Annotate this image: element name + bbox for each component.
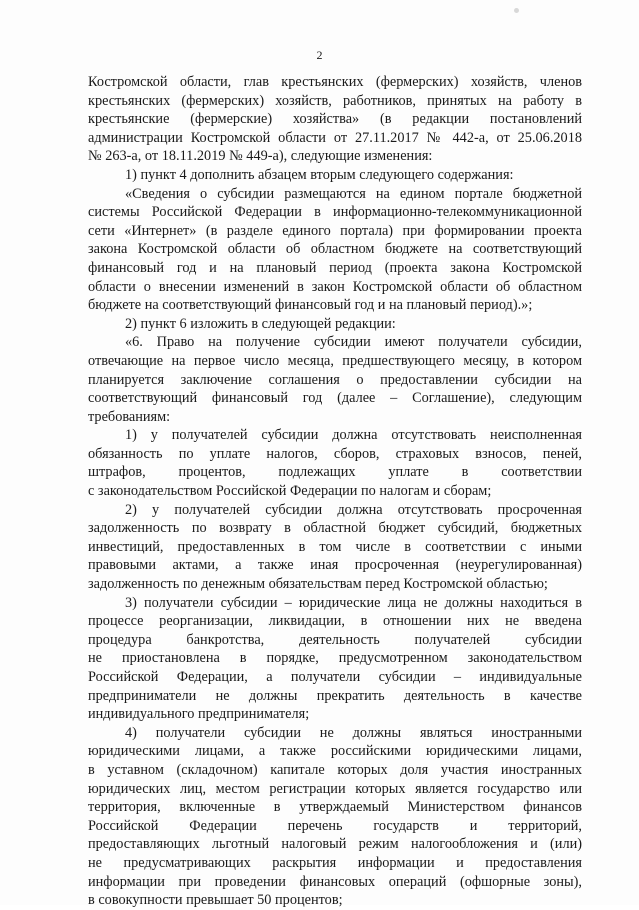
text-line: в совокупности превышает 50 процентов; xyxy=(88,892,343,909)
document-body xyxy=(88,73,582,910)
text-line: Костромской области, глав крестьянских (фермерских) хозяйств, членов xyxy=(88,74,582,90)
text-line: Российской Федерации, а получатели субсидии – индивидуальные xyxy=(88,669,582,685)
text-line: юридических лиц, местом регистрации которых является государство или xyxy=(88,780,582,797)
text-line: процедура банкротства, деятельность получателей субсидии xyxy=(88,631,582,648)
text-line: Российской Федерации перечень государств и территорий, xyxy=(88,817,582,834)
paragraph xyxy=(88,501,582,594)
paragraph xyxy=(88,426,582,500)
page-number: 2 xyxy=(316,48,323,62)
text-line: предприниматели не должны прекратить деятельность в качестве xyxy=(88,687,582,704)
text-line: планируется заключение соглашения о предоставлении субсидии на xyxy=(88,371,582,388)
text-line: 2) пункт 6 изложить в следующей редакции: xyxy=(125,315,396,332)
text-line: финансовый год и на плановый период (проекта закона Костромской xyxy=(88,259,582,276)
text-line: 2) у получателей субсидии должна отсутствовать просроченная xyxy=(125,501,582,518)
paragraph xyxy=(88,185,582,315)
text-line: с законодательством Российской Федерации по налогам и сборам; xyxy=(88,483,492,500)
text-line: 3) получатели субсидии – юридические лица не должны находиться в xyxy=(125,594,582,611)
text-line: закона Костромской области об областном бюджете на соответствующий xyxy=(88,241,582,258)
text-line: информации при проведении финансовых операций (офшорные зоны), xyxy=(88,873,582,890)
text-line: правовыми актами, а также иная просроченная (неурегулированная) xyxy=(88,557,582,574)
paragraph xyxy=(88,315,582,334)
text-line: «Сведения о субсидии размещаются на едином портале бюджетной xyxy=(125,185,582,202)
text-line: не приостановлена в порядке, предусмотренном законодательством xyxy=(88,650,582,667)
text-line: инвестиций, предоставленных в том числе в соответствии с иными xyxy=(88,538,582,555)
text-line: крестьянских (фермерских) хозяйств, работников, принятых на работу в xyxy=(88,92,582,109)
text-line: юридическими лицами, а также российскими юридическими лицами, xyxy=(88,743,582,760)
text-line: соответствующий финансовый год (далее – Соглашение), следующим xyxy=(88,390,582,407)
text-line: сети «Интернет» (в разделе единого портала) при формировании проекта xyxy=(88,222,582,239)
text-line: предоставляющих льготный налоговый режим налогообложения и (или) xyxy=(88,836,582,853)
text-line: 1) у получателей субсидии должна отсутствовать неисполненная xyxy=(125,427,582,444)
text-line: в уставном (складочном) капитале которых доля участия иностранных xyxy=(88,761,582,778)
text-line: индивидуального предпринимателя; xyxy=(88,706,310,723)
paragraph xyxy=(88,73,582,166)
scan-artifact xyxy=(514,8,519,13)
text-line: задолженность по денежным обязательствам перед Костромской областью; xyxy=(88,576,548,593)
text-line: крестьянские (фермерские) хозяйства» (в редакции постановлений xyxy=(88,111,582,128)
text-line: системы Российской Федерации в информационно-телекоммуникационной xyxy=(88,204,582,221)
paragraph xyxy=(88,333,582,426)
text-line: не предусматривающих раскрытия информации и предоставления xyxy=(88,854,582,871)
text-line: 1) пункт 4 дополнить абзацем вторым следующего содержания: xyxy=(125,166,514,183)
text-line: задолженность по возврату в областной бюджет субсидий, бюджетных xyxy=(88,520,582,537)
text-line: области о внесении изменений в закон Костромской области об областном xyxy=(88,278,582,295)
text-line: администрации Костромской области от 27.11.2017 № 442-а, от 25.06.2018 xyxy=(88,129,582,146)
text-line: обязанность по уплате налогов, сборов, страховых взносов, пеней, xyxy=(88,445,582,462)
paragraph xyxy=(88,724,582,910)
text-line: процессе реорганизации, ликвидации, в отношении них не введена xyxy=(88,613,582,630)
text-line: «6. Право на получение субсидии имеют получатели субсидии, xyxy=(125,334,582,351)
paragraph xyxy=(88,166,582,185)
text-line: бюджете на соответствующий финансовый год и на плановый период).»; xyxy=(88,297,533,314)
text-line: отвечающие на первое число месяца, предшествующего месяцу, в котором xyxy=(88,352,582,369)
text-line: штрафов, процентов, подлежащих уплате в соответствии xyxy=(88,464,582,481)
text-line: № 263-а, от 18.11.2019 № 449-а), следующие изменения: xyxy=(88,148,433,165)
text-line: требованиям: xyxy=(88,408,171,425)
text-line: территория, включенные в утверждаемый Министерством финансов xyxy=(88,799,582,816)
paragraph xyxy=(88,594,582,724)
text-line: 4) получатели субсидии не должны являться иностранными xyxy=(125,724,582,741)
